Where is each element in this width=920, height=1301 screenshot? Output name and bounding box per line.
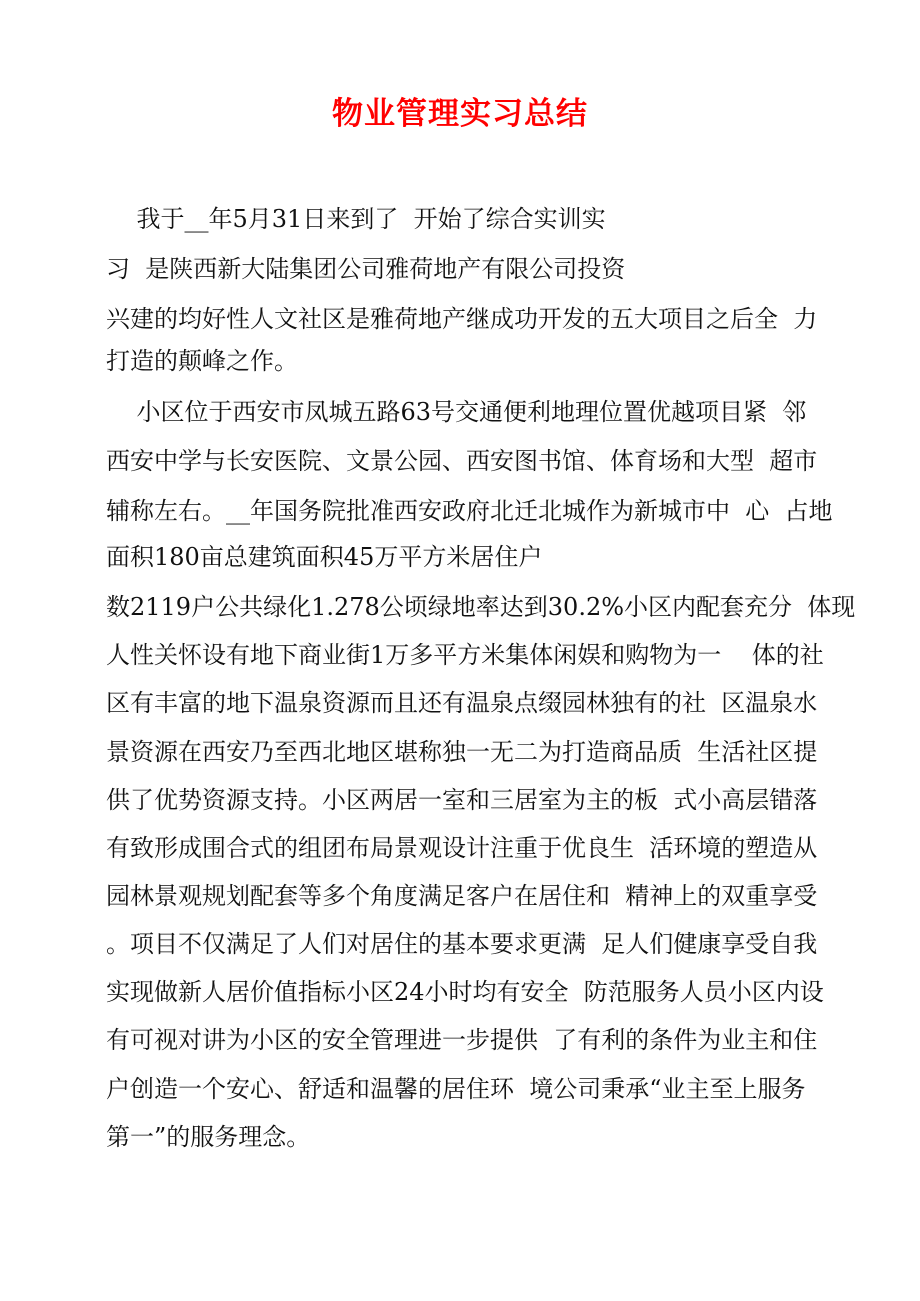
paragraph-line: 打造的颠峰之作。 <box>106 347 298 375</box>
paragraph-line: 数2119户公共绿化1.278公顷绿地率达到30.2%小区内配套充分 体现 <box>106 593 856 621</box>
paragraph-line: 户创造一个安心、舒适和温馨的居住环 境公司秉承“业主至上服务 <box>106 1075 806 1103</box>
paragraph-line: 习 是陕西新大陆集团公司雅荷地产有限公司投资 <box>106 255 626 283</box>
document-title: 物业管理实习总结 <box>332 96 588 132</box>
paragraph-line: 。项目不仅满足了人们对居住的基本要求更满 足人们健康享受自我 <box>106 930 818 958</box>
paragraph-line: 我于__年5月31日来到了 开始了综合实训实 <box>106 205 606 233</box>
paragraph-line: 人性关怀设有地下商业街1万多平方米集体闲娱和购物为一 体的社 <box>106 641 824 669</box>
paragraph-line: 有致形成围合式的组团布局景观设计注重于优良生 活环境的塑造从 <box>106 834 818 862</box>
paragraph-line: 西安中学与长安医院、文景公园、西安图书馆、体育场和大型 超市 <box>106 447 818 475</box>
paragraph-line: 景资源在西安乃至西北地区堪称独一无二为打造商品质 生活社区提 <box>106 738 818 766</box>
paragraph-line: 兴建的均好性人文社区是雅荷地产继成功开发的五大项目之后全 力 <box>106 305 818 333</box>
paragraph-line: 实现做新人居价值指标小区24小时均有安全 防范服务人员小区内设 <box>106 978 824 1006</box>
paragraph-line: 第一”的服务理念。 <box>106 1123 311 1151</box>
paragraph-line: 区有丰富的地下温泉资源而且还有温泉点缀园林独有的社 区温泉水 <box>106 689 818 717</box>
paragraph-line: 园林景观规划配套等多个角度满足客户在居住和 精神上的双重享受 <box>106 882 818 910</box>
paragraph-line: 有可视对讲为小区的安全管理进一步提供 了有利的条件为业主和住 <box>106 1026 818 1054</box>
paragraph-line: 小区位于西安市凤城五路63号交通便利地理位置优越项目紧 邻 <box>106 398 807 426</box>
paragraph-line: 供了优势资源支持。小区两居一室和三居室为主的板 式小高层错落 <box>106 786 818 814</box>
paragraph-line: 辅称左右。__年国务院批准西安政府北迁北城作为新城市中 心 占地 <box>106 497 833 525</box>
paragraph-line: 面积180亩总建筑面积45万平方米居住户 <box>106 543 543 571</box>
